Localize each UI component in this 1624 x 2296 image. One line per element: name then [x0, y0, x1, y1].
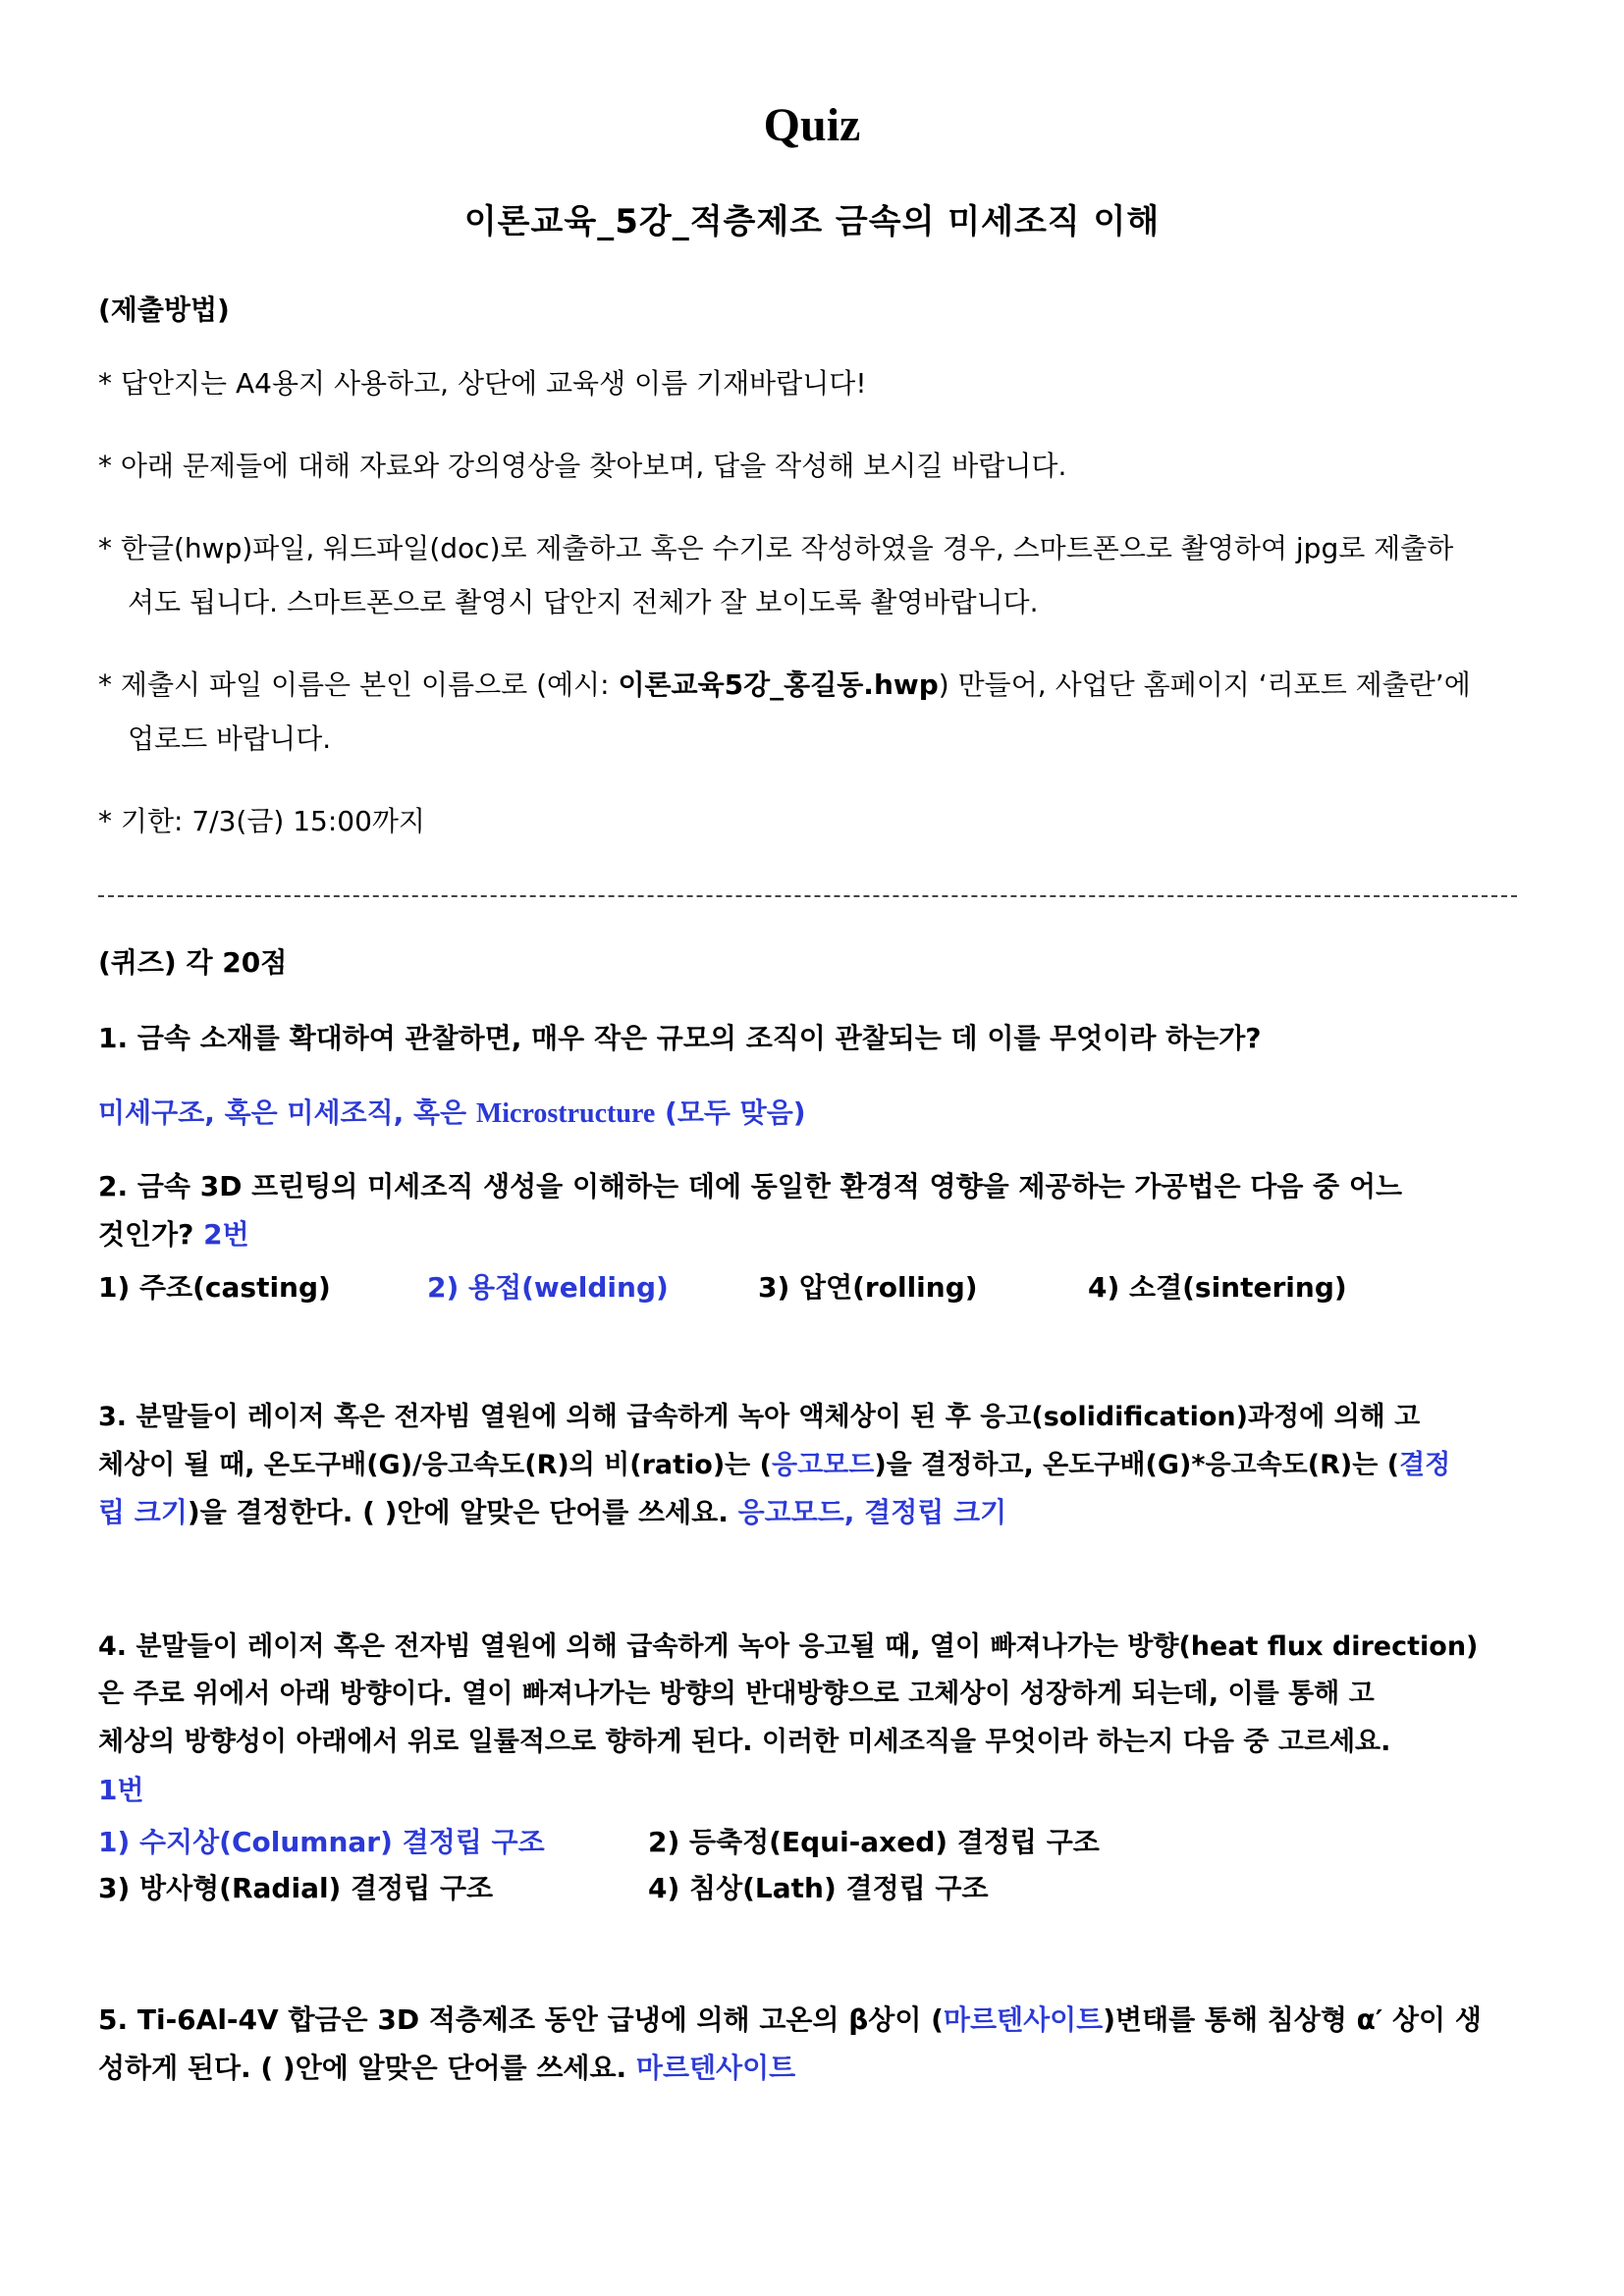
filename-example: 이론교육5강_홍길동.hwp: [618, 668, 939, 701]
instruction-item: * 제출시 파일 이름은 본인 이름으로 (예시: 이론교육5강_홍길동.hwp) 만들어, 사업단 홈페이지 ‘리포트 제출란’에: [98, 668, 1471, 701]
q2-option-3: 3) 압연(rolling): [758, 1271, 978, 1304]
instruction-item: * 답안지는 A4용지 사용하고, 상단에 교육생 이름 기재바랍니다!: [98, 367, 867, 400]
instruction-item: 업로드 바랍니다.: [128, 722, 332, 755]
answer-1: 미세구조, 혹은 미세조직, 혹은 Microstructure (모두 맞음): [98, 1096, 806, 1129]
q2-option-4: 4) 소결(sintering): [1088, 1271, 1347, 1304]
instructions-heading: (제출방법): [98, 294, 230, 326]
question-4-line2: 은 주로 위에서 아래 방향이다. 열이 빠져나가는 방향의 반대방향으로 고체상이 성장하게 되는데, 이를 통해 고: [98, 1679, 1375, 1709]
answer-3: 응고모드, 결정립 크기: [737, 1496, 1007, 1528]
answer-4: 1번: [98, 1774, 144, 1806]
instruction-item: * 아래 문제들에 대해 자료와 강의영상을 찾아보며, 답을 작성해 보시길 바랍니다.: [98, 450, 1067, 482]
q2-option-1: 1) 주조(casting): [98, 1271, 331, 1304]
q4-option-2: 2) 등축정(Equi-axed) 결정립 구조: [648, 1826, 1100, 1858]
page-subtitle: 이론교육_5강_적층제조 금속의 미세조직 이해: [463, 202, 1161, 241]
page-title: Quiz: [763, 99, 861, 151]
question-4-line3: 체상의 방향성이 아래에서 위로 일률적으로 향하게 된다. 이러한 미세조직을 무엇이라 하는지 다음 중 고르세요.: [98, 1727, 1391, 1757]
q4-option-3: 3) 방사형(Radial) 결정립 구조: [98, 1872, 494, 1904]
question-2-line2: 것인가? 2번: [98, 1218, 249, 1251]
question-5: 5. Ti-6Al-4V 합금은 3D 적층제조 동안 급냉에 의해 고온의 β상이 (마르텐사이트)변태를 통해 침상형 α′ 상이 생: [98, 2003, 1482, 2036]
q4-option-1: 1) 수지상(Columnar) 결정립 구조: [98, 1826, 545, 1858]
question-2: 2. 금속 3D 프린팅의 미세조직 생성을 이해하는 데에 동일한 환경적 영향을 제공하는 가공법은 다음 중 어느: [98, 1170, 1403, 1202]
section-divider: [98, 895, 1517, 897]
quiz-heading: (퀴즈) 각 20점: [98, 946, 288, 979]
deadline: * 기한: 7/3(금) 15:00까지: [98, 805, 425, 837]
q4-option-4: 4) 침상(Lath) 결정립 구조: [648, 1872, 989, 1904]
answer-2: 2번: [203, 1218, 249, 1251]
instruction-item: * 한글(hwp)파일, 워드파일(doc)로 제출하고 혹은 수기로 작성하였을 경우, 스마트폰으로 촬영하여 jpg로 제출하: [98, 532, 1454, 564]
question-3: 3. 분말들이 레이저 혹은 전자빔 열원에 의해 급속하게 녹아 액체상이 된 후 응고(solidification)과정에 의해 고: [98, 1402, 1421, 1432]
question-5-line2: 성하게 된다. ( )안에 알맞은 단어를 쓰세요. 마르텐사이트: [98, 2052, 796, 2084]
question-3-line3: 립 크기)을 결정한다. ( )안에 알맞은 단어를 쓰세요. 응고모드, 결정립 크기: [98, 1496, 1007, 1528]
instruction-item: 셔도 됩니다. 스마트폰으로 촬영시 답안지 전체가 잘 보이도록 촬영바랍니다.: [128, 586, 1039, 618]
question-3-line2: 체상이 될 때, 온도구배(G)/응고속도(R)의 비(ratio)는 (응고모드)을 결정하고, 온도구배(G)*응고속도(R)는 (결정: [98, 1450, 1451, 1480]
answer-5: 마르텐사이트: [635, 2052, 796, 2084]
q2-option-2: 2) 용접(welding): [427, 1271, 669, 1304]
question-1: 1. 금속 소재를 확대하여 관찰하면, 매우 작은 규모의 조직이 관찰되는 데 이를 무엇이라 하는가?: [98, 1022, 1262, 1054]
question-4: 4. 분말들이 레이저 혹은 전자빔 열원에 의해 급속하게 녹아 응고될 때, 열이 빠져나가는 방향(heat flux direction): [98, 1631, 1479, 1662]
